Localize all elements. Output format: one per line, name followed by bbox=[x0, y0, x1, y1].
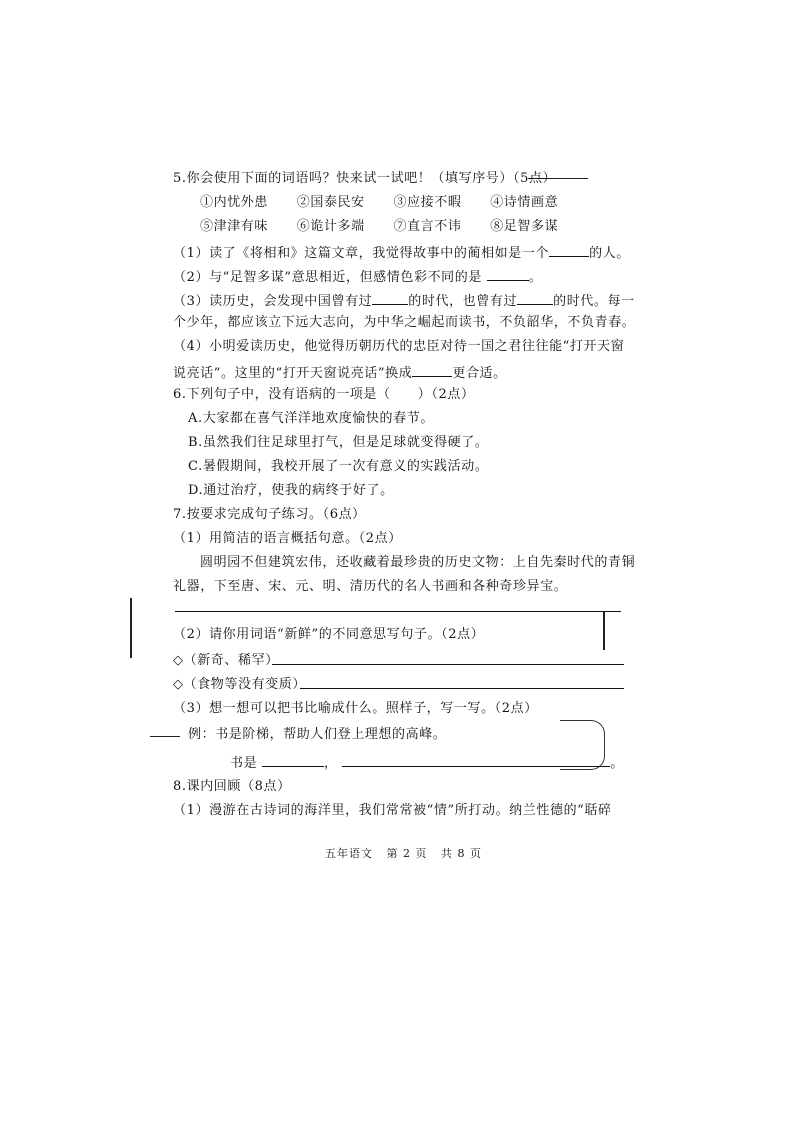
q7-p3-fill-start: 书是 bbox=[230, 756, 258, 771]
q5-sentence-4-line2 bbox=[173, 362, 507, 383]
word-option: ⑧足智多谋 bbox=[490, 219, 559, 234]
q5-sentence-1 bbox=[173, 242, 630, 263]
q5-sentence-3 bbox=[173, 290, 635, 311]
answer-line[interactable] bbox=[272, 664, 624, 665]
q5-s3-text-c: 的时代。每一 bbox=[553, 294, 635, 309]
q7-part3-label: （3）想一想可以把书比喻成什么。照样子，写一写。（2点） bbox=[173, 701, 538, 716]
q5-s3-text-b: 的时代，也曾有过 bbox=[408, 294, 518, 309]
q5-s2-end: 。 bbox=[528, 270, 543, 285]
q5-s4-end: 更合适。 bbox=[452, 366, 507, 381]
word-option: ③应接不暇 bbox=[393, 195, 462, 210]
q5-sentence-3-line2: 个少年，都应该立下远大志向，为中华之崛起而读书，不负韶华，不负青春。 bbox=[173, 315, 636, 330]
word-option: ⑦直言不讳 bbox=[393, 219, 462, 234]
q5-heading: 5.你会使用下面的词语吗？快来试一试吧！（填写序号）（5点） bbox=[173, 171, 557, 186]
q5-words-row1 bbox=[200, 194, 582, 212]
q5-sentence-2 bbox=[173, 266, 542, 287]
q7-part2-item1: ◇（新奇、稀罕） bbox=[173, 653, 279, 668]
q5-sentence-4: （4）小明爱读历史，他觉得历朝历代的忠臣对待一国之君往往能“打开天窗 bbox=[173, 339, 625, 354]
q5-words-row2 bbox=[200, 218, 582, 236]
q6-option-d: D.通过治疗，使我的病终于好了。 bbox=[188, 483, 394, 498]
word-option: ⑤津津有味 bbox=[200, 219, 269, 234]
q7-part1-passage: 圆明园不但建筑宏伟，还收藏着最珍贵的历史文物：上自先秦时代的青铜 bbox=[200, 555, 636, 570]
answer-line[interactable] bbox=[175, 611, 621, 612]
q5-s3-text-a: （3）读历史，会发现中国曾有过 bbox=[173, 294, 373, 309]
q6-option-a: A.大家都在喜气洋洋地欢度愉快的春节。 bbox=[188, 411, 434, 426]
answer-blank[interactable] bbox=[517, 290, 553, 305]
q5-s1-end: 的人。 bbox=[589, 246, 630, 261]
scan-artifact-right bbox=[603, 612, 605, 650]
answer-blank[interactable] bbox=[549, 242, 589, 257]
footer-page-number: 第 2 页 bbox=[386, 847, 428, 860]
answer-blank[interactable] bbox=[372, 290, 408, 305]
scan-artifact-dash-left bbox=[150, 736, 180, 737]
q7-part3-fill bbox=[230, 752, 624, 773]
q7-p3-fill-end: 。 bbox=[610, 756, 624, 771]
answer-blank[interactable] bbox=[487, 266, 529, 281]
q7-part2-label: （2）请你用词语“新鲜”的不同意思写句子。（2点） bbox=[173, 627, 485, 642]
q5-s1-text: （1）读了《将相和》这篇文章，我觉得故事中的蔺相如是一个 bbox=[173, 246, 550, 261]
word-option: ⑥诡计多端 bbox=[296, 219, 365, 234]
q7-part3-example: 例：书是阶梯，帮助人们登上理想的高峰。 bbox=[188, 727, 447, 742]
q8-heading: 8.课内回顾（8点） bbox=[173, 779, 291, 794]
q5-s2-text: （2）与“足智多谋”意思相近，但感情色彩不同的是 bbox=[173, 270, 482, 285]
q7-part1-label: （1）用简洁的语言概括句意。（2点） bbox=[173, 531, 402, 546]
q6-option-c: C.暑假期间，我校开展了一次有意义的实践活动。 bbox=[188, 459, 489, 474]
answer-blank[interactable] bbox=[412, 362, 452, 377]
answer-line[interactable] bbox=[300, 688, 624, 689]
q7-part2-item2: ◇（食物等没有变质） bbox=[173, 677, 306, 692]
answer-blank[interactable] bbox=[262, 752, 324, 767]
scan-artifact-left bbox=[130, 598, 132, 658]
word-option: ②国泰民安 bbox=[296, 195, 365, 210]
q6-heading: 6.下列句子中，没有语病的一项是（ ）（2点） bbox=[173, 387, 475, 402]
q6-option-b: B.虽然我们往足球里打气，但是足球就变得硬了。 bbox=[188, 435, 489, 450]
footer-total-pages: 共 8 页 bbox=[441, 847, 482, 860]
page-footer bbox=[325, 845, 482, 861]
word-option: ①内忧外患 bbox=[200, 195, 269, 210]
q5-s4-text: 说亮话”。这里的“打开天窗说亮话”换成 bbox=[173, 366, 413, 381]
footer-subject: 五年语文 bbox=[325, 847, 373, 860]
answer-blank[interactable] bbox=[342, 752, 610, 767]
q7-heading: 7.按要求完成句子练习。（6点） bbox=[173, 507, 366, 522]
q7-p3-fill-comma: ， bbox=[323, 756, 338, 771]
q7-part1-passage-line2: 礼器，下至唐、宋、元、明、清历代的名人书画和各种奇珍异宝。 bbox=[173, 579, 568, 594]
word-option: ④诗情画意 bbox=[490, 195, 559, 210]
q8-part1-line: （1）漫游在古诗词的海洋里，我们常常被“情”所打动。纳兰性德的“聒碎 bbox=[173, 803, 612, 818]
